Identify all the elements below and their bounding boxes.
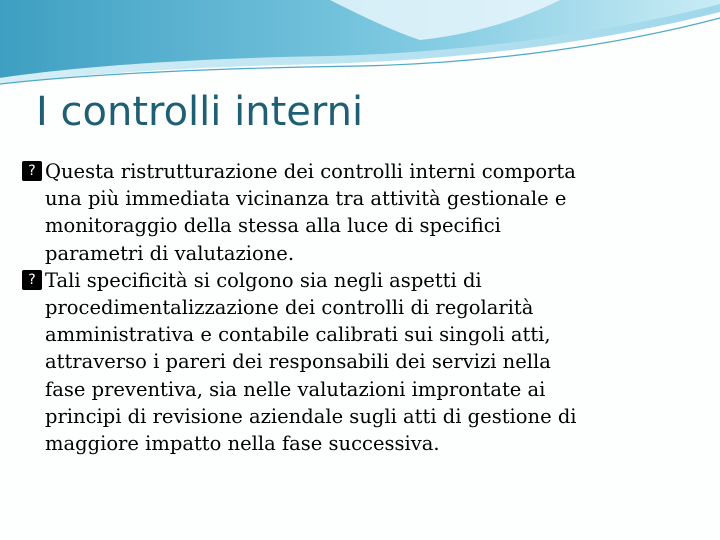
bullet-1-line-1: Questa ristrutturazione dei controlli interni comporta	[45, 160, 576, 183]
missing-glyph-bullet-icon: ?	[22, 270, 42, 290]
bullet-2-line-2: procedimentalizzazione dei controlli di regolarità	[45, 296, 534, 320]
missing-glyph-bullet-icon: ?	[22, 161, 42, 181]
slide-body	[22, 158, 702, 457]
bullet-item-2	[22, 267, 702, 457]
bullet-item-1	[22, 158, 702, 267]
bullet-2-line-6: principi di revisione aziendale sugli atti di gestione di	[45, 404, 577, 428]
wave-decoration-icon	[0, 0, 720, 90]
bullet-2-line-1: Tali specificità si colgono sia negli aspetti di	[45, 268, 482, 292]
bullet-2-line-7: maggiore impatto nella fase successiva.	[45, 432, 440, 456]
bullet-1-line-2: una più immediata vicinanza tra attività gestionale e	[45, 187, 567, 211]
slide-title: I controlli interni	[36, 89, 364, 135]
bullet-1-line-3: monitoraggio della stessa alla luce di specifici	[45, 214, 501, 238]
bullet-2-line-4: attraverso i pareri dei responsabili dei servizi nella	[45, 350, 551, 374]
bullet-2-line-3: amministrativa e contabile calibrati sui singoli atti,	[45, 323, 551, 347]
bullet-2-line-5: fase preventiva, sia nelle valutazioni improntate ai	[45, 377, 546, 401]
bullet-1-line-4: parametri di valutazione.	[45, 241, 295, 265]
